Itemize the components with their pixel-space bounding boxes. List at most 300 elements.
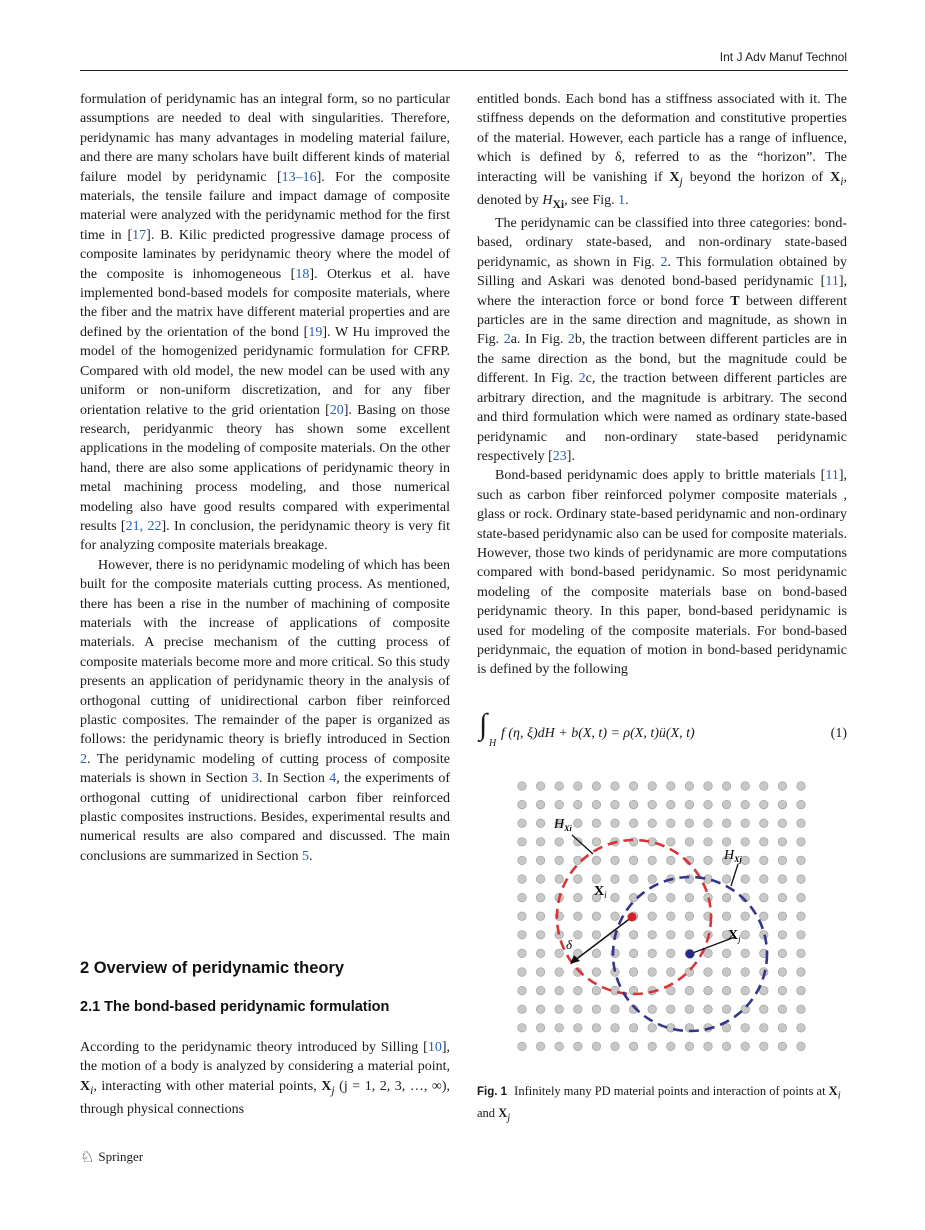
- material-point: [778, 782, 787, 791]
- material-point: [722, 893, 731, 902]
- material-point: [536, 819, 545, 828]
- material-point: [778, 893, 787, 902]
- section-link[interactable]: 2: [80, 751, 87, 767]
- material-point: [685, 912, 694, 921]
- material-point: [797, 912, 806, 921]
- point-xi: [628, 913, 637, 922]
- material-point: [722, 949, 731, 958]
- material-point: [592, 1024, 601, 1033]
- material-point: [778, 986, 787, 995]
- material-point: [667, 838, 676, 847]
- figure-link[interactable]: 2: [503, 332, 511, 348]
- material-point: [760, 856, 769, 865]
- figure-1-pd-grid: [512, 775, 812, 1065]
- symbol-x: X: [498, 1105, 508, 1120]
- material-point: [555, 1024, 564, 1033]
- material-point: [518, 800, 527, 809]
- material-point: [611, 912, 620, 921]
- material-point: [778, 931, 787, 940]
- material-point: [797, 931, 806, 940]
- material-point: [555, 986, 564, 995]
- citation-link[interactable]: 20: [329, 402, 344, 418]
- material-point: [685, 782, 694, 791]
- citation-link[interactable]: 11: [825, 274, 839, 290]
- material-point: [722, 800, 731, 809]
- material-point: [592, 986, 601, 995]
- material-point: [611, 1005, 620, 1014]
- material-point: [518, 949, 527, 958]
- material-point: [667, 931, 676, 940]
- citation-link[interactable]: 13–16: [281, 169, 317, 185]
- material-point: [778, 875, 787, 884]
- material-point: [592, 949, 601, 958]
- material-point: [592, 875, 601, 884]
- material-point: [611, 893, 620, 902]
- material-point: [760, 1042, 769, 1051]
- subscript: j: [679, 174, 683, 188]
- text: According to the peridynamic theory introduced by Silling [: [80, 1040, 428, 1055]
- material-point: [592, 912, 601, 921]
- text: between different particles are in the same direction and magnitude, as shown in Fig.: [477, 293, 847, 348]
- material-point: [797, 986, 806, 995]
- paragraph-theory: [80, 1038, 450, 1119]
- material-point: [518, 1005, 527, 1014]
- material-point: [685, 819, 694, 828]
- journal-title: Int J Adv Manuf Technol: [719, 50, 847, 64]
- material-point: [555, 856, 564, 865]
- point-xj: [686, 950, 695, 959]
- material-point: [518, 893, 527, 902]
- material-point: [797, 949, 806, 958]
- material-point: [592, 1042, 601, 1051]
- material-point: [778, 1042, 787, 1051]
- material-point: [648, 949, 657, 958]
- text: ]. Oterkus et al. have implemented bond-based models for composite materials, where the fiber and the matrix have different material properties and are defined by the orientation of the bond [: [80, 266, 450, 340]
- material-point: [741, 1024, 750, 1033]
- material-point: [704, 949, 713, 958]
- subscript: i: [837, 1090, 841, 1102]
- material-point: [760, 893, 769, 902]
- material-point: [760, 986, 769, 995]
- equation-number: (1): [830, 726, 847, 741]
- text: , see Fig.: [564, 192, 619, 208]
- text: However, there is no peridynamic modeling of which has been built for the composite materials cutting process. As mentioned, there has been a rise in the number of machining of composite materials with the increase of applications of composite materials. A precise mechanism of the cutting process of composite materials become more and more critical. So this study presents an application of peridynamic theory in the analysis of orthogonal cutting of unidirectional carbon fiber reinforced plastic composites. The remainder of the paper is organized as follows: the peridynamic theory is briefly introduced in Section: [80, 557, 450, 748]
- text: formulation of peridynamic has an integral form, so no particular assumptions are needed to deal with singularities. Therefore, peridynamic has many advantages in modeling material failure, and there are many scholars have built different kinds of material failure model by peridynamic [: [80, 92, 450, 185]
- material-point: [592, 819, 601, 828]
- material-point: [555, 875, 564, 884]
- material-point: [797, 856, 806, 865]
- material-point: [648, 1005, 657, 1014]
- integral-domain: H: [489, 738, 497, 749]
- material-point: [518, 1042, 527, 1051]
- figure-1-caption: [477, 1083, 849, 1126]
- symbol-x: X: [669, 169, 680, 185]
- citation-link[interactable]: 17: [132, 227, 147, 243]
- material-point: [722, 912, 731, 921]
- material-point: [741, 949, 750, 958]
- symbol-x: X: [828, 1084, 838, 1098]
- material-point: [611, 800, 620, 809]
- material-point: [667, 819, 676, 828]
- text: entitled bonds. Each bond has a stiffness associated with it. The stiffness depends on the deformation and constitutive properties of the material. However, each particle has a range of influence, which is defined by δ, referred to as the “horizon”. The interacting will be vanishing if: [477, 92, 847, 185]
- material-point: [722, 838, 731, 847]
- material-point: [685, 893, 694, 902]
- material-point: [574, 819, 583, 828]
- material-point: [629, 968, 638, 977]
- material-point: [518, 931, 527, 940]
- material-point: [685, 1005, 694, 1014]
- material-point: [667, 856, 676, 865]
- material-point: [555, 949, 564, 958]
- material-point: [648, 819, 657, 828]
- material-point: [778, 1005, 787, 1014]
- material-point: [536, 838, 545, 847]
- material-point: [629, 931, 638, 940]
- material-point: [592, 800, 601, 809]
- material-point: [518, 838, 527, 847]
- citation-link[interactable]: 10: [427, 1040, 442, 1055]
- material-point: [760, 931, 769, 940]
- material-point: [685, 931, 694, 940]
- material-point: [592, 968, 601, 977]
- caption-label: Fig. 1: [477, 1086, 508, 1098]
- material-point: [611, 819, 620, 828]
- material-point: [648, 893, 657, 902]
- material-point: [555, 838, 564, 847]
- material-point: [667, 893, 676, 902]
- material-point: [704, 856, 713, 865]
- material-point: [741, 1042, 750, 1051]
- figure-link[interactable]: 2: [567, 332, 575, 348]
- material-point: [797, 1042, 806, 1051]
- left-column: [80, 90, 450, 866]
- figure-link[interactable]: 2: [660, 254, 668, 270]
- material-point: [629, 875, 638, 884]
- material-point: [518, 968, 527, 977]
- label-xi: $X_i$: [594, 884, 607, 900]
- material-point: [778, 819, 787, 828]
- material-point: [778, 1024, 787, 1033]
- subscript: i: [840, 174, 844, 188]
- material-point: [797, 875, 806, 884]
- material-point: [629, 856, 638, 865]
- subsection-heading: 2.1 The bond-based peridynamic formulation: [80, 999, 390, 1015]
- material-point: [778, 949, 787, 958]
- material-point: [536, 856, 545, 865]
- text: ]. Basing on those research, peridyanmic theory has shown some excellent applications in the modeling of composite materials. On the other hand, there are also some applications of peridynamic theory in metal machining process modeling, and those numerical modeling also have good results compared with experimental results [: [80, 402, 450, 534]
- material-point: [760, 782, 769, 791]
- material-point: [592, 838, 601, 847]
- material-point: [760, 1024, 769, 1033]
- material-point: [555, 968, 564, 977]
- material-point: [685, 1042, 694, 1051]
- material-point: [648, 931, 657, 940]
- text: , the experiments of orthogonal cutting of unidirectional carbon fiber reinforced plastic composites instructions. Besides, experimental results and numerical results are also compared and discussed. The main conclusions are summarized in Section: [80, 771, 450, 864]
- text: ]. W Hu improved the model of the homogenized peridynamic formulation for CFRP. Compared with old model, the new model can be used with any uniform or non-uniform discretization, and for any fiber orientation relative to the grid orientation [: [80, 324, 450, 418]
- hxj-leader: [731, 864, 738, 886]
- section-link[interactable]: 3: [251, 771, 259, 787]
- material-point: [778, 838, 787, 847]
- material-point: [648, 1042, 657, 1051]
- text: . This formulation obtained by Silling and Askari was denoted bond-based peridynamic [: [477, 254, 847, 290]
- subscript: j: [507, 1112, 511, 1123]
- material-point: [667, 800, 676, 809]
- text: .: [625, 192, 629, 208]
- material-point: [797, 1024, 806, 1033]
- label-xj: $X_j$: [728, 928, 741, 944]
- material-point: [704, 1042, 713, 1051]
- header-rule: [80, 70, 848, 71]
- delta-arrow: [574, 917, 632, 961]
- material-point: [741, 856, 750, 865]
- text: , denoted by: [477, 169, 847, 208]
- material-point: [611, 856, 620, 865]
- material-point: [555, 1042, 564, 1051]
- material-point: [648, 912, 657, 921]
- material-point: [722, 1005, 731, 1014]
- publisher-name: Springer: [98, 1149, 144, 1164]
- material-point: [741, 912, 750, 921]
- text: (j = 1, 2, 3, …, ∞), through physical connections: [80, 1078, 451, 1118]
- material-point: [629, 893, 638, 902]
- material-point: [760, 838, 769, 847]
- material-point: [667, 912, 676, 921]
- material-point: [741, 800, 750, 809]
- material-point: [536, 949, 545, 958]
- material-point: [518, 875, 527, 884]
- material-point: [741, 819, 750, 828]
- footer: [80, 1147, 143, 1167]
- material-point: [629, 782, 638, 791]
- material-point: [574, 1042, 583, 1051]
- text: . The peridynamic modeling of cutting process of composite materials is shown in Section: [80, 751, 450, 787]
- material-point: [648, 800, 657, 809]
- material-point: [536, 1005, 545, 1014]
- material-point: [536, 912, 545, 921]
- material-point: [667, 1024, 676, 1033]
- material-point: [704, 968, 713, 977]
- material-point: [536, 968, 545, 977]
- citation-link[interactable]: 11: [825, 468, 839, 484]
- material-point: [518, 912, 527, 921]
- material-point: [536, 893, 545, 902]
- material-point: [648, 856, 657, 865]
- material-point: [760, 819, 769, 828]
- material-point: [611, 1042, 620, 1051]
- material-point: [797, 1005, 806, 1014]
- material-point: [741, 931, 750, 940]
- text: ].: [566, 448, 575, 464]
- material-point: [797, 893, 806, 902]
- material-point: [536, 931, 545, 940]
- material-point: [667, 1005, 676, 1014]
- material-point: [797, 838, 806, 847]
- material-point: [574, 912, 583, 921]
- material-point: [592, 1005, 601, 1014]
- material-point: [555, 800, 564, 809]
- section-link[interactable]: 4: [329, 771, 337, 787]
- material-point: [741, 968, 750, 977]
- figure-link[interactable]: 1: [618, 192, 626, 208]
- material-point: [536, 782, 545, 791]
- material-point: [648, 968, 657, 977]
- material-point: [536, 875, 545, 884]
- material-point: [574, 1024, 583, 1033]
- material-point: [797, 800, 806, 809]
- material-point: [667, 968, 676, 977]
- text: , interacting with other material points,: [93, 1078, 322, 1094]
- text: ]. For the composite materials, the tensile failure and impact damage of composite material were analyzed with the peridynamic method for the first time in [: [80, 169, 450, 243]
- material-point: [685, 838, 694, 847]
- material-point: [574, 931, 583, 940]
- label-hxi: $H_{Xi}$: [554, 817, 572, 833]
- material-point: [704, 800, 713, 809]
- paragraph-bond-based: [477, 466, 847, 679]
- text: ], where the interaction force or bond force: [477, 274, 847, 309]
- right-column: [477, 90, 847, 680]
- material-point: [648, 782, 657, 791]
- material-point: [704, 986, 713, 995]
- material-point: [722, 968, 731, 977]
- material-point: [722, 819, 731, 828]
- material-point: [574, 986, 583, 995]
- paragraph-bonds: [477, 90, 847, 214]
- section-heading: 2 Overview of peridynamic theory: [80, 959, 345, 977]
- material-point: [592, 782, 601, 791]
- material-point: [518, 819, 527, 828]
- material-point: [536, 986, 545, 995]
- material-point: [574, 838, 583, 847]
- material-point: [518, 986, 527, 995]
- springer-logo-icon: ♘: [80, 1149, 95, 1166]
- material-point: [778, 856, 787, 865]
- material-point: [722, 1024, 731, 1033]
- text: . In Section: [258, 771, 330, 787]
- symbol-x: X: [830, 169, 841, 185]
- material-point: [722, 1042, 731, 1051]
- material-point: [574, 893, 583, 902]
- citation-link[interactable]: 21, 22: [125, 518, 162, 534]
- text: The peridynamic can be classified into three categories: bond-based, ordinary state-based, and non-ordinary state-based peridynamic, as shown in Fig.: [477, 216, 847, 270]
- material-point: [704, 819, 713, 828]
- material-point: [704, 838, 713, 847]
- material-point: [667, 949, 676, 958]
- text: a. In Fig.: [510, 332, 568, 348]
- material-point: [760, 912, 769, 921]
- material-point: [536, 1024, 545, 1033]
- material-point: [574, 1005, 583, 1014]
- material-point: [611, 782, 620, 791]
- material-point: [629, 1042, 638, 1051]
- material-point: [685, 986, 694, 995]
- subscript: i: [90, 1083, 94, 1097]
- material-point: [518, 856, 527, 865]
- section-link[interactable]: 5: [302, 848, 309, 864]
- text: c, the traction between different particles are arbitrary direction, and the magnitude is arbitrary. The second and third formulation which were named as ordinary state-based peridynamic and non-ordinary state-based peridynamic respectively [: [477, 371, 848, 464]
- material-point: [778, 912, 787, 921]
- material-point: [667, 782, 676, 791]
- symbol-x: X: [321, 1078, 332, 1094]
- subscript: Xi: [552, 197, 565, 211]
- subscript: j: [331, 1083, 335, 1097]
- text: and: [477, 1105, 499, 1120]
- citation-link[interactable]: 18: [295, 266, 310, 282]
- material-point: [574, 800, 583, 809]
- equation-1: [477, 708, 847, 756]
- material-point: [592, 931, 601, 940]
- material-point: [760, 1005, 769, 1014]
- symbol-x: X: [80, 1078, 91, 1094]
- material-point: [629, 949, 638, 958]
- text: b, the traction between different particles are in the same direction as the bond, but the magnitude could be different. In Fig.: [477, 332, 847, 387]
- material-point: [648, 875, 657, 884]
- material-point: [741, 986, 750, 995]
- material-point: [685, 800, 694, 809]
- material-point: [574, 875, 583, 884]
- caption-text: Infinitely many PD material points and interaction of points at: [514, 1084, 826, 1098]
- material-point: [722, 782, 731, 791]
- material-point: [722, 875, 731, 884]
- material-point: [797, 782, 806, 791]
- left-column-lower: [80, 1038, 450, 1119]
- equation-body: f (η, ξ)dH + b(X, t) = ρ(X, t)ü(X, t): [501, 726, 695, 741]
- paragraph-intro-1: [80, 90, 450, 556]
- material-point: [629, 1024, 638, 1033]
- material-point: [741, 838, 750, 847]
- label-hxj: $H_{Xj}$: [724, 848, 742, 864]
- text: ], such as carbon fiber reinforced polymer composite materials , glass or rock. Ordinary state-based peridynamic and non-ordinary state-based peridynamic also can be used for composite materials. However, those two kinds of peridynamic are more computations compared with bond-based peridynamic. So most peridynamic modeling of the composite materials base on bond-based peridynamic theory. In this paper, bond-based peridynamic is used for modeling of the composite materials. For bond-based peridynmaic, the equation of motion in bond-based peridynamic is defined by the following: [477, 468, 847, 678]
- material-point: [629, 800, 638, 809]
- material-point: [797, 968, 806, 977]
- text: ]. In conclusion, the peridynamic theory is very fit for analyzing composite materials breakage.: [80, 518, 450, 554]
- citation-link[interactable]: 23: [552, 448, 567, 464]
- text: Bond-based peridynamic does apply to brittle materials [: [495, 468, 826, 484]
- material-point: [722, 986, 731, 995]
- label-delta: δ: [566, 937, 573, 952]
- citation-link[interactable]: 19: [308, 324, 323, 340]
- material-point: [536, 1042, 545, 1051]
- material-point: [760, 875, 769, 884]
- material-point: [592, 856, 601, 865]
- material-point: [741, 782, 750, 791]
- paragraph-intro-2: [80, 556, 450, 867]
- figure-link[interactable]: 2: [578, 371, 586, 387]
- material-point: [518, 782, 527, 791]
- text: .: [309, 848, 313, 864]
- text: beyond the horizon of: [682, 169, 831, 185]
- material-point: [611, 875, 620, 884]
- paragraph-categories: [477, 214, 847, 466]
- material-point: [797, 819, 806, 828]
- symbol-h: H: [542, 192, 553, 208]
- material-point: [536, 800, 545, 809]
- material-point: [667, 1042, 676, 1051]
- material-point: [555, 1005, 564, 1014]
- material-point: [518, 1024, 527, 1033]
- text: ]. B. Kilic predicted progressive damage process of composite laminates by peridynamic theory where the model of the composite is inhomogeneous [: [80, 227, 451, 282]
- material-point: [555, 782, 564, 791]
- material-point: [741, 875, 750, 884]
- material-point: [778, 968, 787, 977]
- material-point: [704, 1005, 713, 1014]
- material-point: [574, 782, 583, 791]
- text: ], the motion of a body is analyzed by considering a material point,: [80, 1040, 450, 1075]
- material-point: [778, 800, 787, 809]
- symbol-t: T: [730, 293, 740, 309]
- material-point: [611, 1024, 620, 1033]
- material-point: [760, 800, 769, 809]
- integral-sign: ∫: [479, 708, 488, 741]
